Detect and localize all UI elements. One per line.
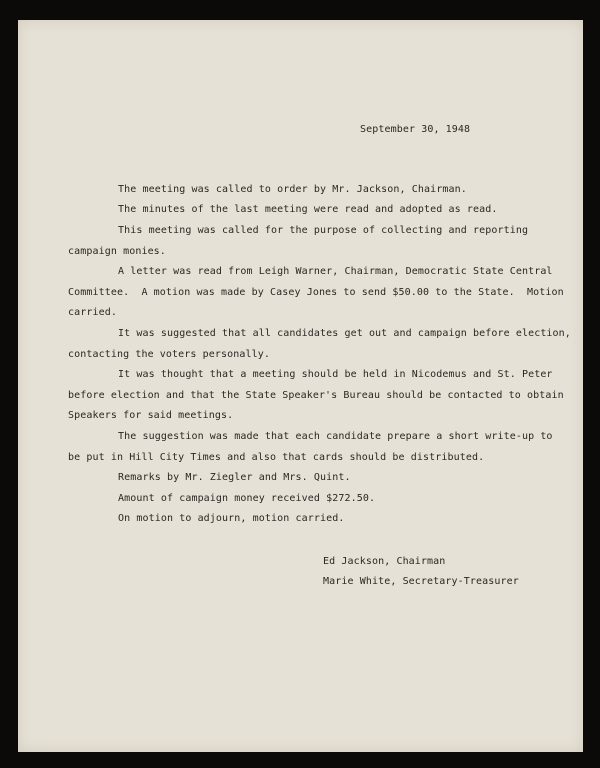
- minutes-line-8: It was suggested that all candidates get out and campaign before election,: [118, 328, 571, 339]
- minutes-line-7: carried.: [68, 307, 117, 318]
- minutes-line-1: The meeting was called to order by Mr. Jackson, Chairman.: [118, 184, 467, 195]
- minutes-line-13: The suggestion was made that each candidate prepare a short write-up to: [118, 431, 553, 442]
- minutes-line-3: This meeting was called for the purpose of collecting and reporting: [118, 225, 529, 236]
- document-date: September 30, 1948: [360, 124, 471, 135]
- signature-chairman: Ed Jackson, Chairman: [323, 556, 446, 567]
- minutes-line-4: campaign monies.: [68, 246, 166, 257]
- minutes-line-16: Amount of campaign money received $272.50.: [118, 493, 376, 504]
- minutes-line-6: Committee. A motion was made by Casey Jones to send $50.00 to the State. Motion: [68, 287, 564, 298]
- minutes-line-10: It was thought that a meeting should be held in Nicodemus and St. Peter: [118, 369, 553, 380]
- minutes-line-15: Remarks by Mr. Ziegler and Mrs. Quint.: [118, 472, 351, 483]
- minutes-line-12: Speakers for said meetings.: [68, 410, 234, 421]
- signature-secretary: Marie White, Secretary-Treasurer: [323, 576, 519, 587]
- document-page: [18, 20, 583, 752]
- minutes-line-11: before election and that the State Speaker's Bureau should be contacted to obtain: [68, 390, 564, 401]
- minutes-line-2: The minutes of the last meeting were read and adopted as read.: [118, 204, 498, 215]
- minutes-line-5: A letter was read from Leigh Warner, Chairman, Democratic State Central: [118, 266, 553, 277]
- minutes-line-14: be put in Hill City Times and also that cards should be distributed.: [68, 452, 485, 463]
- minutes-line-17: On motion to adjourn, motion carried.: [118, 513, 345, 524]
- minutes-line-9: contacting the voters personally.: [68, 349, 270, 360]
